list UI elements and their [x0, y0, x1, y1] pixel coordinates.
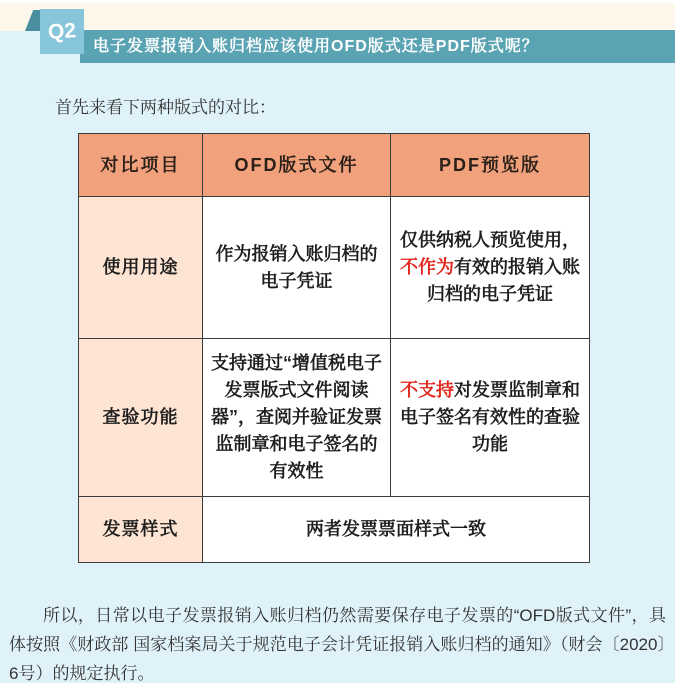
q2-badge	[40, 9, 84, 54]
header-cell-item: 对比项目	[79, 134, 203, 197]
row-label-usage: 使用用途	[79, 197, 203, 339]
cell-usage-pdf-prefix: 仅供纳税人预览使用，	[400, 230, 580, 250]
question-banner	[80, 30, 675, 63]
cell-verification-ofd: 支持通过“增值税电子发票版式文件阅读器”，查阅并验证发票监制章和电子签名的有效性	[203, 339, 391, 497]
header-cell-pdf: PDF预览版	[391, 134, 590, 197]
q2-badge-label: Q2	[47, 18, 77, 44]
cell-usage-pdf-suffix: 有效的报销入账归档的电子凭证	[427, 257, 580, 304]
header-cell-ofd: OFD版式文件	[203, 134, 391, 197]
table-row-style	[79, 497, 590, 563]
table-row-usage	[79, 197, 590, 339]
row-label-verification: 查验功能	[79, 339, 203, 497]
cell-verification-pdf-highlight: 不支持	[400, 380, 454, 400]
question-banner-title: 电子发票报销入账归档应该使用OFD版式还是PDF版式呢？	[93, 38, 539, 55]
table-header-row	[79, 134, 590, 197]
cell-style-merged: 两者发票票面样式一致	[203, 497, 590, 563]
row-label-style: 发票样式	[79, 497, 203, 563]
cell-verification-pdf-suffix: 对发票监制章和电子签名有效性的查验功能	[400, 380, 580, 454]
top-cream-strip	[0, 3, 675, 31]
table-row-verification	[79, 339, 590, 497]
footer-paragraph: 所以，日常以电子发票报销入账归档仍然需要保存电子发票的“OFD版式文件”，具体按照《财政部 国家档案局关于规范电子会计凭证报销入账归档的通知》（财会〔2020〕6号）的规定执行。	[9, 606, 666, 683]
cell-usage-ofd: 作为报销入账归档的电子凭证	[203, 197, 391, 339]
intro-text: 首先来看下两种版式的对比：	[55, 98, 276, 117]
cell-usage-pdf-highlight: 不作为	[400, 257, 454, 277]
cell-verification-pdf	[391, 339, 590, 497]
cell-usage-pdf	[391, 197, 590, 339]
comparison-table	[78, 133, 590, 563]
